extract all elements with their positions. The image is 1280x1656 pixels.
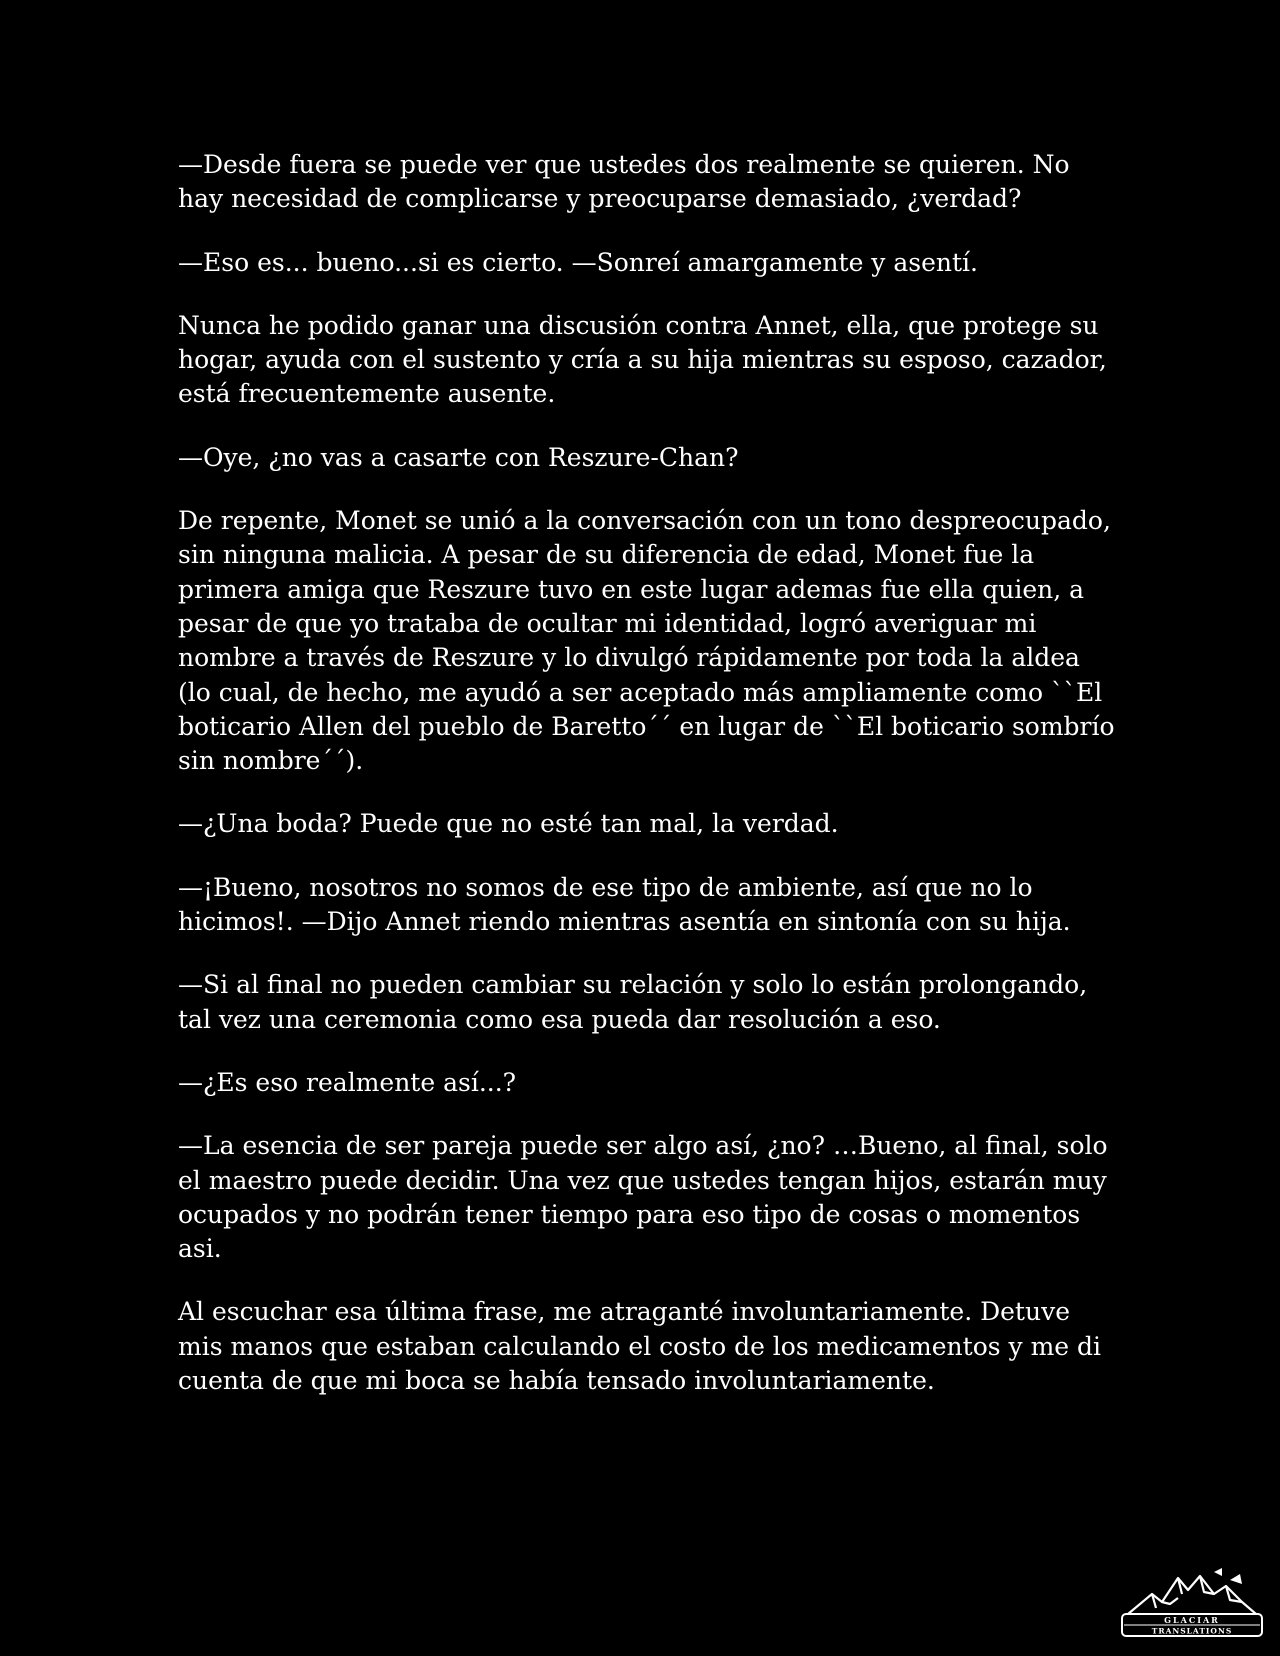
paragraph: Nunca he podido ganar una discusión contra Annet, ella, que protege su hogar, ayuda con el sustento y cría a su hija mientras su esposo, cazador, está frecuentemente ausente.	[178, 310, 1107, 409]
paragraph: —¿Una boda? Puede que no esté tan mal, la verdad.	[178, 809, 839, 839]
logo-line-1: GLACIAR	[1164, 1615, 1220, 1625]
paragraph: Al escuchar esa última frase, me atraganté involuntariamente. Detuve mis manos que estaban calculando el costo de los medicamentos y me di cuenta de que mi boca se había tensado involuntariamente.	[178, 1297, 1102, 1396]
paragraph: —La esencia de ser pareja puede ser algo así, ¿no? …Bueno, al final, solo el maestro puede decidir. Una vez que ustedes tengan hijos, estarán muy ocupados y no podrán tener tiempo para eso tipo de cosas o momentos asi.	[178, 1131, 1108, 1264]
paragraph: —¡Bueno, nosotros no somos de ese tipo de ambiente, así que no lo hicimos!. —Dijo Annet riendo mientras asentía en sintonía con su hija.	[178, 872, 1071, 937]
logo-line-2: TRANSLATIONS	[1151, 1626, 1233, 1636]
glaciar-translations-logo	[1118, 1564, 1266, 1640]
paragraph: —Oye, ¿no vas a casarte con Reszure-Chan?	[178, 442, 739, 472]
paragraph: De repente, Monet se unió a la conversación con un tono despreocupado, sin ninguna malicia. A pesar de su diferencia de edad, Monet fue la primera amiga que Reszure tuvo en este lugar ademas fue ella quien, a pesar de que yo trataba de ocultar mi identidad, logró averiguar mi nombre a través de Reszure y lo divulgó rápidamente por toda la aldea (lo cual, de hecho, me ayudó a ser aceptado más ampliamente como ``El boticario Allen del pueblo de Baretto´´ en lugar de ``El boticario sombrío sin nombre´´).	[178, 506, 1115, 776]
paragraph: —Eso es... bueno...si es cierto. —Sonreí amargamente y asentí.	[178, 247, 978, 277]
text-column	[178, 148, 1118, 1427]
paragraph: —Si al final no pueden cambiar su relación y solo lo están prolongando, tal vez una ceremonia como esa pueda dar resolución a eso.	[178, 970, 1088, 1034]
paragraph: —¿Es eso realmente así...?	[178, 1067, 517, 1097]
paragraph: —Desde fuera se puede ver que ustedes dos realmente se quieren. No hay necesidad de complicarse y preocuparse demasiado, ¿verdad?	[178, 150, 1070, 214]
